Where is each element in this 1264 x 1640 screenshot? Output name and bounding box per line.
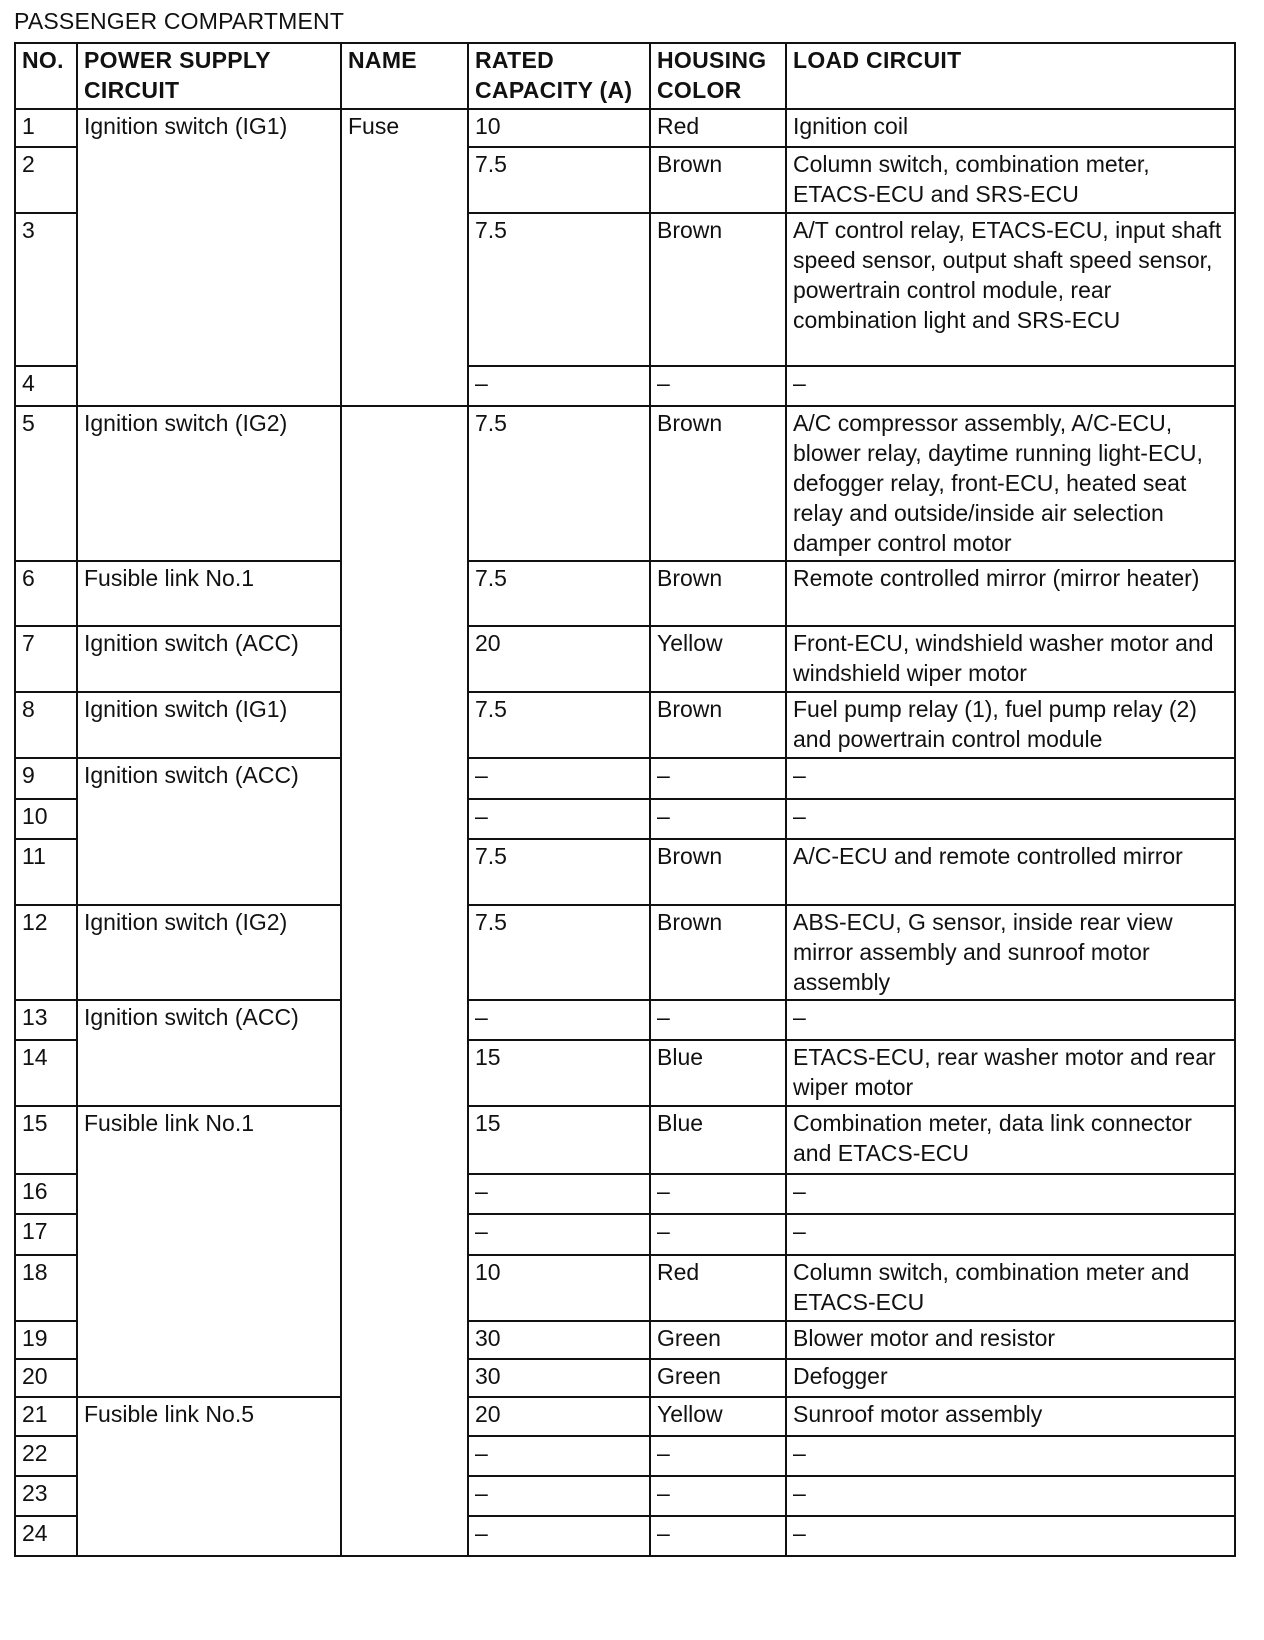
rated-capacity: – <box>468 1214 650 1255</box>
housing-color: – <box>650 1214 786 1255</box>
rated-capacity: 10 <box>468 109 650 147</box>
header-row <box>15 43 1235 109</box>
rated-capacity: 7.5 <box>468 406 650 561</box>
power-supply-circuit: Ignition switch (IG2) <box>77 905 341 1000</box>
fuse-number: 18 <box>15 1255 77 1321</box>
rated-capacity: – <box>468 1516 650 1556</box>
load-circuit: Column switch, combination meter, ETACS-ECU and SRS-ECU <box>786 147 1235 213</box>
fuse-number: 11 <box>15 839 77 905</box>
fuse-number: 12 <box>15 905 77 1000</box>
fuse-number: 2 <box>15 147 77 213</box>
fuse-number: 3 <box>15 213 77 366</box>
table-row <box>15 561 1235 626</box>
load-circuit: – <box>786 1476 1235 1516</box>
fuse-number: 22 <box>15 1436 77 1476</box>
header-rated-capacity: RATED CAPACITY (A) <box>468 43 650 109</box>
housing-color: Red <box>650 109 786 147</box>
load-circuit: ABS-ECU, G sensor, inside rear view mirror assembly and sunroof motor assembly <box>786 905 1235 1000</box>
load-circuit: – <box>786 1174 1235 1214</box>
rated-capacity: – <box>468 1174 650 1214</box>
load-circuit: A/T control relay, ETACS-ECU, input shaft speed sensor, output shaft speed sensor, powertrain control module, rear combination light and SRS-ECU <box>786 213 1235 366</box>
load-circuit: Defogger <box>786 1359 1235 1397</box>
rated-capacity: 20 <box>468 1397 650 1436</box>
rated-capacity: 7.5 <box>468 147 650 213</box>
rated-capacity: 7.5 <box>468 561 650 626</box>
load-circuit: – <box>786 366 1235 406</box>
housing-color: Brown <box>650 905 786 1000</box>
table-row <box>15 905 1235 1000</box>
load-circuit: A/C-ECU and remote controlled mirror <box>786 839 1235 905</box>
rated-capacity: 7.5 <box>468 213 650 366</box>
fuse-number: 5 <box>15 406 77 561</box>
table-row <box>15 1000 1235 1040</box>
table-row <box>15 406 1235 561</box>
housing-color: – <box>650 1000 786 1040</box>
fuse-number: 14 <box>15 1040 77 1106</box>
housing-color: Brown <box>650 213 786 366</box>
load-circuit: Sunroof motor assembly <box>786 1397 1235 1436</box>
housing-color: – <box>650 366 786 406</box>
power-supply-circuit: Ignition switch (ACC) <box>77 758 341 905</box>
housing-color: – <box>650 1476 786 1516</box>
table-row <box>15 109 1235 147</box>
load-circuit: Column switch, combination meter and ETACS-ECU <box>786 1255 1235 1321</box>
fuse-number: 4 <box>15 366 77 406</box>
fuse-number: 23 <box>15 1476 77 1516</box>
housing-color: – <box>650 1174 786 1214</box>
fuse-number: 1 <box>15 109 77 147</box>
housing-color: Yellow <box>650 626 786 692</box>
fuse-number: 10 <box>15 799 77 839</box>
rated-capacity: 30 <box>468 1321 650 1359</box>
rated-capacity: – <box>468 758 650 799</box>
load-circuit: Blower motor and resistor <box>786 1321 1235 1359</box>
rated-capacity: – <box>468 1476 650 1516</box>
fuse-number: 7 <box>15 626 77 692</box>
power-supply-circuit: Ignition switch (ACC) <box>77 1000 341 1106</box>
load-circuit: – <box>786 1000 1235 1040</box>
page-title: PASSENGER COMPARTMENT <box>14 8 345 34</box>
fuse-number: 17 <box>15 1214 77 1255</box>
power-supply-circuit: Ignition switch (IG1) <box>77 109 341 406</box>
fuse-number: 21 <box>15 1397 77 1436</box>
housing-color: – <box>650 1516 786 1556</box>
load-circuit: Fuel pump relay (1), fuel pump relay (2) and powertrain control module <box>786 692 1235 758</box>
header-housing-color: HOUSING COLOR <box>650 43 786 109</box>
housing-color: Green <box>650 1359 786 1397</box>
fuse-table <box>14 42 1236 1557</box>
power-supply-circuit: Ignition switch (IG1) <box>77 692 341 758</box>
fuse-name: Fuse <box>341 109 468 406</box>
load-circuit: – <box>786 1516 1235 1556</box>
housing-color: Blue <box>650 1040 786 1106</box>
power-supply-circuit: Fusible link No.5 <box>77 1397 341 1556</box>
load-circuit: Front-ECU, windshield washer motor and windshield wiper motor <box>786 626 1235 692</box>
load-circuit: ETACS-ECU, rear washer motor and rear wiper motor <box>786 1040 1235 1106</box>
housing-color: – <box>650 758 786 799</box>
fuse-number: 6 <box>15 561 77 626</box>
rated-capacity: – <box>468 799 650 839</box>
rated-capacity: 7.5 <box>468 839 650 905</box>
header-power-supply-circuit: POWER SUPPLY CIRCUIT <box>77 43 341 109</box>
rated-capacity: 30 <box>468 1359 650 1397</box>
load-circuit: Remote controlled mirror (mirror heater) <box>786 561 1235 626</box>
header-no: NO. <box>15 43 77 109</box>
header-name: NAME <box>341 43 468 109</box>
rated-capacity: 7.5 <box>468 905 650 1000</box>
fuse-number: 16 <box>15 1174 77 1214</box>
table-row <box>15 758 1235 799</box>
fuse-number: 15 <box>15 1106 77 1174</box>
load-circuit: – <box>786 758 1235 799</box>
table-row <box>15 692 1235 758</box>
load-circuit: – <box>786 1436 1235 1476</box>
housing-color: – <box>650 1436 786 1476</box>
housing-color: Green <box>650 1321 786 1359</box>
housing-color: Brown <box>650 561 786 626</box>
rated-capacity: 15 <box>468 1106 650 1174</box>
housing-color: Red <box>650 1255 786 1321</box>
rated-capacity: – <box>468 1436 650 1476</box>
fuse-name <box>341 406 468 1556</box>
rated-capacity: 7.5 <box>468 692 650 758</box>
fuse-number: 19 <box>15 1321 77 1359</box>
power-supply-circuit: Ignition switch (ACC) <box>77 626 341 692</box>
load-circuit: – <box>786 799 1235 839</box>
fuse-number: 20 <box>15 1359 77 1397</box>
load-circuit: Ignition coil <box>786 109 1235 147</box>
fuse-number: 24 <box>15 1516 77 1556</box>
housing-color: Yellow <box>650 1397 786 1436</box>
load-circuit: – <box>786 1214 1235 1255</box>
power-supply-circuit: Fusible link No.1 <box>77 1106 341 1397</box>
housing-color: Blue <box>650 1106 786 1174</box>
rated-capacity: – <box>468 366 650 406</box>
rated-capacity: 20 <box>468 626 650 692</box>
fuse-number: 8 <box>15 692 77 758</box>
power-supply-circuit: Fusible link No.1 <box>77 561 341 626</box>
load-circuit: Combination meter, data link connector and ETACS-ECU <box>786 1106 1235 1174</box>
header-load-circuit: LOAD CIRCUIT <box>786 43 1235 109</box>
table-row <box>15 626 1235 692</box>
fuse-number: 13 <box>15 1000 77 1040</box>
rated-capacity: 10 <box>468 1255 650 1321</box>
housing-color: – <box>650 799 786 839</box>
load-circuit: A/C compressor assembly, A/C-ECU, blower relay, daytime running light-ECU, defogger relay, front-ECU, heated seat relay and outside/inside air selection damper control motor <box>786 406 1235 561</box>
housing-color: Brown <box>650 692 786 758</box>
rated-capacity: 15 <box>468 1040 650 1106</box>
table-row <box>15 1397 1235 1436</box>
power-supply-circuit: Ignition switch (IG2) <box>77 406 341 561</box>
fuse-number: 9 <box>15 758 77 799</box>
table-row <box>15 1106 1235 1174</box>
housing-color: Brown <box>650 839 786 905</box>
rated-capacity: – <box>468 1000 650 1040</box>
housing-color: Brown <box>650 406 786 561</box>
housing-color: Brown <box>650 147 786 213</box>
